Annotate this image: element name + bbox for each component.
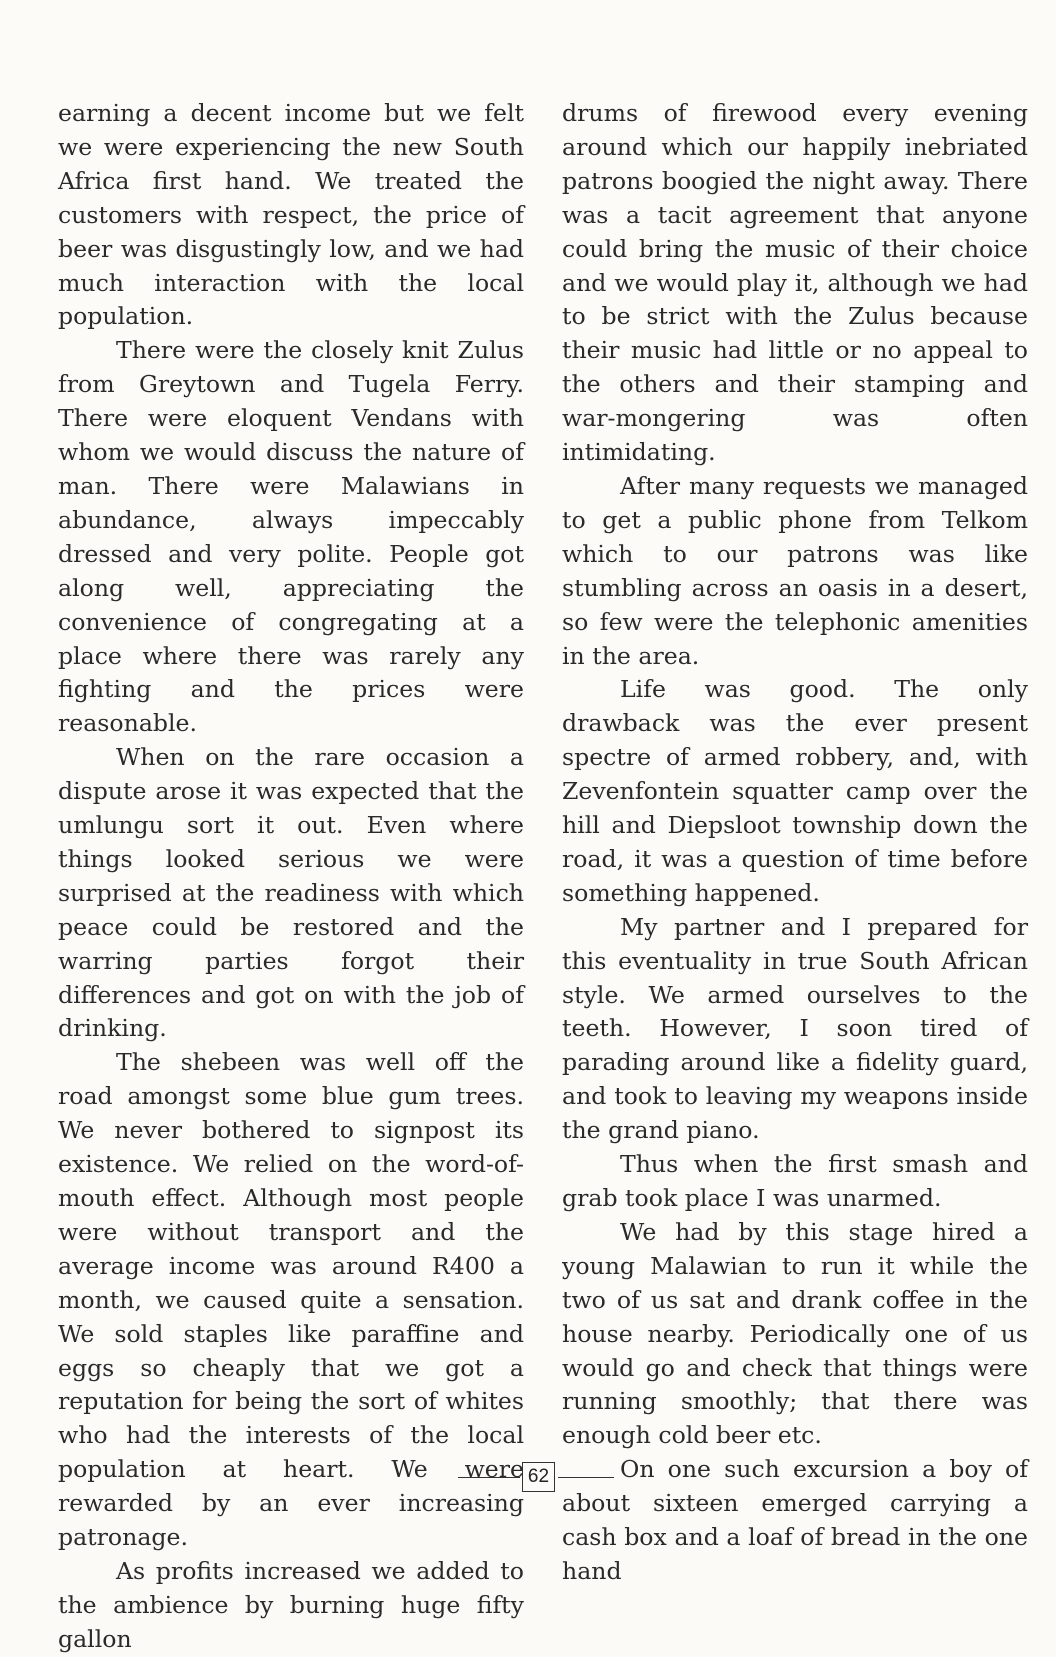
paragraph: earning a decent income but we felt we were experiencing the new South Africa first hand. We treated the customers with respect, the price of beer was disgustingly low, and we had much interaction with the local population. — [58, 99, 524, 331]
paragraph: We had by this stage hired a young Malawian to run it while the two of us sat and drank coffee in the house nearby. Periodically one of us would go and check that things were running smoothly; that there was enough cold beer etc. — [562, 1217, 1028, 1450]
paragraph: The shebeen was well off the road amongst some blue gum trees. We never bothered to signpost its existence. We relied on the word-of-mouth effect. Although most people were without transport and the average income was around R400 a month, we caused quite a sensation. We sold staples like paraffine and eggs so cheaply that we got a reputation for being the sort of whites who had the interests of the local population at heart. We were rewarded by an ever increasing patronage. — [58, 1048, 524, 1552]
paragraph: drums of firewood every evening around which our happily inebriated patrons boogied the night away. There was a tacit agreement that anyone could bring the music of their choice and we would play it, although we had to be strict with the Zulus because their music had little or no appeal to the others and their stamping and war-mongering was often intimidating. — [562, 99, 1028, 467]
page-folio — [458, 1460, 614, 1496]
paragraph: There were the closely knit Zulus from Greytown and Tugela Ferry. There were eloquent Vendans with whom we would discuss the nature of man. There were Malawians in abundance, always impeccably dressed and very polite. People got along well, appreciating the convenience of congregating at a place where there was rarely any fighting and the prices were reasonable. — [58, 336, 524, 738]
paragraph: Life was good. The only drawback was the ever present spectre of armed robbery, and, with Zevenfontein squatter camp over the hill and Diepsloot township down the road, it was a question of time before something happened. — [562, 675, 1028, 907]
folio-rule-right — [558, 1477, 614, 1478]
paragraph: After many requests we managed to get a public phone from Telkom which to our patrons was like stumbling across an oasis in a desert, so few were the telephonic amenities in the area. — [562, 471, 1028, 670]
paragraph: As profits increased we added to the ambience by burning huge fifty gallon — [58, 1556, 524, 1653]
paragraph: My partner and I prepared for this eventuality in true South African style. We armed ourselves to the teeth. However, I soon tired of parading around like a fidelity guard, and took to leaving my weapons inside the grand piano. — [562, 912, 1028, 1145]
paragraph: On one such excursion a boy of about sixteen emerged carrying a cash box and a loaf of bread in the one hand — [562, 1455, 1028, 1585]
right-text-column — [562, 97, 1028, 1589]
folio-rule-left — [458, 1477, 520, 1478]
paragraph: Thus when the first smash and grab took place I was unarmed. — [562, 1150, 1028, 1212]
page-number: 62 — [522, 1462, 555, 1492]
paragraph: When on the rare occasion a dispute arose it was expected that the umlungu sort it out. Even where things looked serious we were surprised at the readiness with which peace could be restored and the warring parties forgot their differences and got on with the job of drinking. — [58, 743, 524, 1043]
left-text-column — [58, 97, 524, 1657]
